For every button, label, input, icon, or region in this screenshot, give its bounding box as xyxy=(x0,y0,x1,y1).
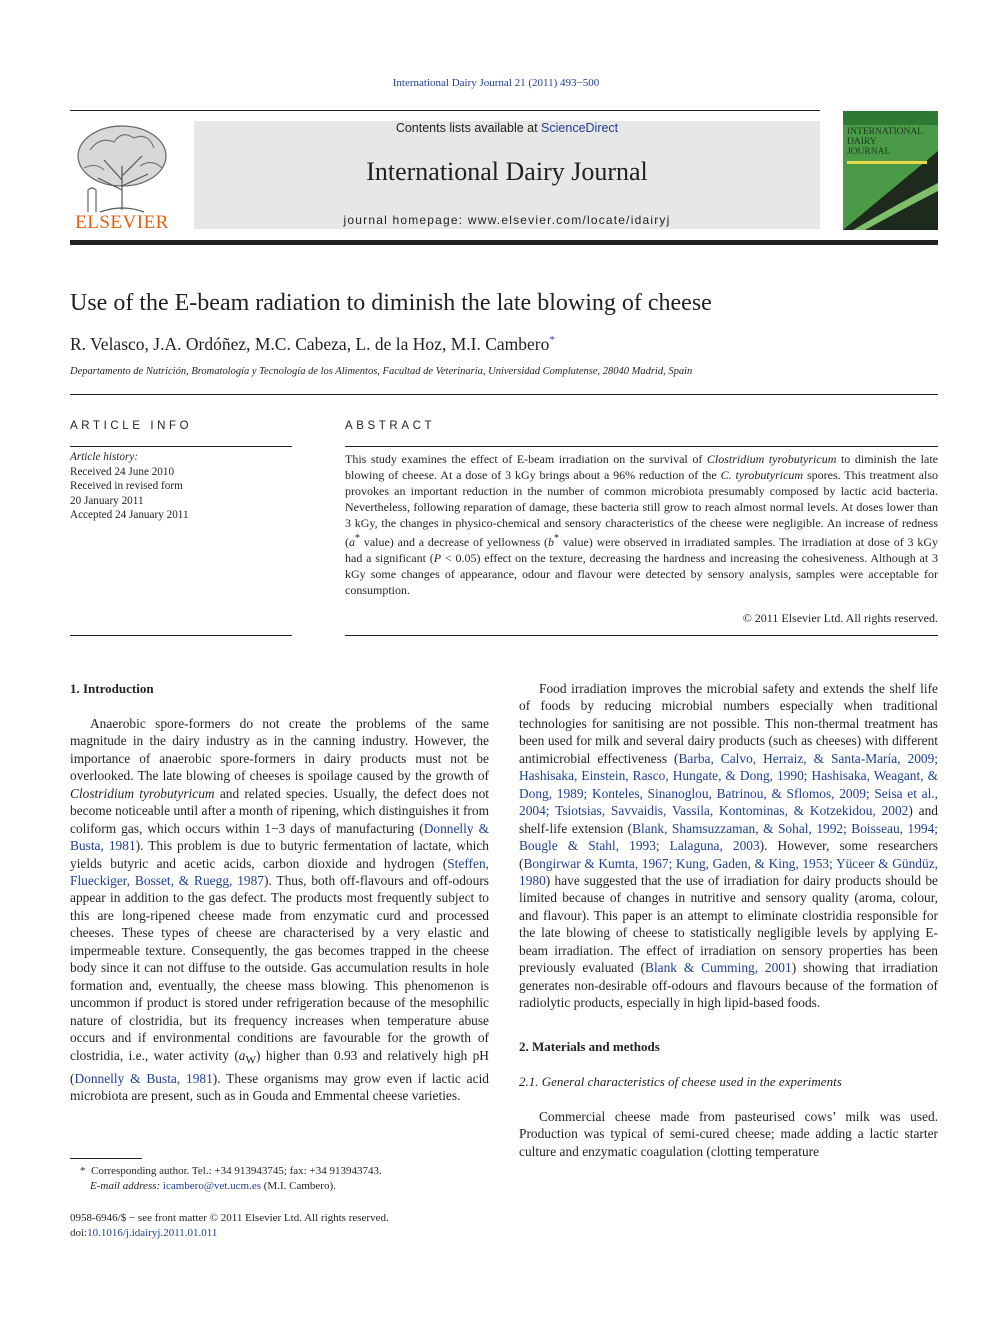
doi-label: doi: xyxy=(70,1227,88,1239)
article-info-bottom-rule xyxy=(70,635,292,636)
section-heading-introduction: 1. Introduction xyxy=(70,681,154,696)
email-link[interactable]: icambero@vet.ucm.es xyxy=(162,1180,262,1192)
citation-link[interactable]: Bongirwar & Kumta, 1967; Kung, Gaden, & King, 1953; Yüceer & Gündüz, 1980 xyxy=(519,855,938,888)
journal-cover-thumbnail xyxy=(843,111,938,230)
abstract-copyright: © 2011 Elsevier Ltd. All rights reserved. xyxy=(742,611,938,625)
email-label: E-mail address: xyxy=(90,1180,161,1192)
abstract-bottom-rule xyxy=(345,635,938,636)
citation-link[interactable]: Blank, Shamsuzzaman, & Sohal, 1992; Boisseau, 1994; Bougle & Stahl, 1993; Lalaguna, 2003 xyxy=(519,820,939,854)
issn-line: 0958-6946/$ − see front matter © 2011 Elsevier Ltd. All rights reserved. xyxy=(70,1212,389,1224)
cover-line-2: DAIRY xyxy=(847,137,877,147)
cover-line-1: INTERNATIONAL xyxy=(847,127,923,137)
doi-link[interactable]: 10.1016/j.idairyj.2011.01.011 xyxy=(87,1227,218,1239)
cover-line-3: JOURNAL xyxy=(847,147,891,157)
article-title: Use of the E-beam radiation to diminish the late blowing of cheese xyxy=(70,290,712,316)
authors-text: R. Velasco, J.A. Ordóñez, M.C. Cabeza, L. de la Hoz, M.I. Cambero xyxy=(70,334,550,354)
elsevier-wordmark: ELSEVIER xyxy=(75,212,169,233)
email-suffix: (M.I. Cambero). xyxy=(261,1180,336,1192)
citation-link[interactable]: Barba, Calvo, Herraiz, & Santa-María, 2009; Hashisaka, Einstein, Rasco, Hungate, & Dong, 1990; Hashisaka, Weagant, & Dong, 1989; Konteles, Sinanoglou, Batrinou, & Sflomos, 2009; Seisa et al., 2004; Tsiotsias, Savvaidis, Vassila, Kontominas, & Kotzekidou, 2002 xyxy=(519,750,939,819)
footnote-rule xyxy=(70,1158,142,1159)
journal-citation[interactable]: International Dairy Journal 21 (2011) 493−500 xyxy=(392,77,600,89)
sciencedirect-link[interactable]: ScienceDirect xyxy=(541,121,619,135)
article-history xyxy=(70,450,292,523)
article-info-rule xyxy=(70,446,292,447)
history-revised-label: Received in revised form xyxy=(70,480,183,493)
citation-link[interactable]: Blank & Cumming, 2001 xyxy=(645,960,792,976)
title-rule xyxy=(70,394,938,395)
body-column-left xyxy=(70,680,489,1105)
history-revised-date: 20 January 2011 xyxy=(70,494,144,507)
header-thick-rule xyxy=(70,240,938,245)
article-info-heading: ARTICLE INFO xyxy=(70,420,193,432)
intro-paragraph-2: Food irradiation improves the microbial safety and extends the shelf life of foods by reducing microbial numbers especially when traditional technologies for sanitising are not possible. This non-thermal treatment has been used for milk and several dairy products (such as cheeses) with different antimicrobial effectiveness (Barba, Calvo, Herraiz, & Santa-María, 2009; Hashisaka, Einstein, Rasco, Hungate, & Dong, 1990; Hashisaka, Weagant, & Dong, 1989; Konteles, Sinanoglou, Batrinou, & Sflomos, 2009; Seisa et al., 2004; Tsiotsias, Savvaidis, Vassila, Kontominas, & Kotzekidou, 2002) and shelf-life extension (Blank, Shamsuzzaman, & Sohal, 1992; Boisseau, 1994; Bougle & Stahl, 1993; Lalaguna, 2003). However, some researchers (Bongirwar & Kumta, 1967; Kung, Gaden, & King, 1953; Yüceer & Gündüz, 1980) have suggested that the use of irradiation for dairy products should be limited because of changes in nutritive and sensory quality (aroma, colour, and flavour). This paper is an attempt to eliminate clostridia responsible for the late blowing of cheese to statistically negligible levels by applying E-beam irradiation. The effect of irradiation on sensory properties has been previously evaluated (Blank & Cumming, 2001) showing that irradiation generates non-desirable off-odours and flavours because of the formation of radiolytic products, especially in high lipid-based foods. xyxy=(519,681,939,1011)
journal-homepage[interactable]: journal homepage: www.elsevier.com/locate/idairyj xyxy=(343,213,671,227)
history-received: Received 24 June 2010 xyxy=(70,465,175,478)
intro-paragraph-1: Anaerobic spore-formers do not create the problems of the same magnitude in the dairy industry as in the canning industry. However, the importance of anaerobic spore-formers in dairy products must not be overlooked. The late blowing of cheeses is spoilage caused by the growth of Clostridium tyrobutyricum and related species. Usually, the defect does not become noticeable until after a month of ripening, which distinguishes it from coliform gas, which occurs within 1−3 days of manufacturing (Donnelly & Busta, 1981). This problem is due to butyric fermentation of lactate, which yields butyric and acetic acids, carbon dioxide and hydrogen (Steffen, Flueckiger, Bosset, & Ruegg, 1987). Thus, both off-flavours and off-odours appear in addition to the gas defect. The products most frequently subject to this are long-ripened cheese made from enzymatic curd and processed cheeses. These types of cheese are characterised by a very elastic and impermeable texture. Consequently, the gas becomes trapped in the cheese body since it can not diffuse to the outside. Gas accumulation results in hole formation and, eventually, the cheese mass blowing. This phenomenon is uncommon if product is stored under refrigeration because of the mesophilic nature of clostridia, but its frequency increases when temperature abuse occurs and if environmental conditions are favourable for the growth of clostridia, i.e., water activity $(a_W)$ higher than 0.93 and relatively high pH (Donnelly & Busta, 1981). These organisms may grow even if lactic acid microbiota are present, such as in Gouda and Emmental cheese varieties. xyxy=(70,715,490,1104)
contents-line xyxy=(194,121,820,135)
citation-link[interactable]: Steffen, Flueckiger, Bosset, & Ruegg, 1987 xyxy=(70,855,489,889)
contents-prefix: Contents lists available at xyxy=(395,121,542,135)
header-rule xyxy=(70,110,820,111)
doi-line xyxy=(70,1226,490,1241)
methods-paragraph-1: Commercial cheese made from pasteurised cows’ milk was used. Production was typical of semi-cured cheese; made adding a lactic starter culture and enzymatic coagulation (clotting temperature xyxy=(519,1109,938,1159)
cover-title xyxy=(847,127,923,157)
email-line xyxy=(70,1179,490,1194)
citation-link[interactable]: Donnelly & Busta, 1981 xyxy=(70,820,489,854)
journal-name: International Dairy Journal xyxy=(366,157,648,186)
corresponding-text: Corresponding author. Tel.: +34 913943745; fax: +34 913943743. xyxy=(91,1165,382,1177)
affiliation: Departamento de Nutrición, Bromatología y Tecnología de los Alimentos, Facultad de Veterinaria, Universidad Complutense, 28040 Madrid, Spain xyxy=(70,366,693,377)
section-heading-methods: 2. Materials and methods xyxy=(519,1039,660,1055)
abstract-text: This study examines the effect of E-beam irradiation on the survival of Clostridium tyrobutyricum to diminish the late blowing of cheese. At a dose of 3 kGy brings about a 96% reduction of the C. tyrobutyricum spores. This treatment also provokes an important reduction in the number of common microbiota presumably composed by lactic acid bacteria. Nevertheless, following reparation of damage, these bacteria still grow to reach almost normal levels. At doses lower than 3 kGy, the changes in physico-chemical and sensory characteristics of the cheese were negligible. An increase of redness (a* value) and a decrease of yellowness (b* value) were observed in irradiated samples. The irradiation at dose of 3 kGy had a significant (P < 0.05) effect on the texture, decreasing the hardness and increasing the cohesiveness. Although at 3 kGy some changes of appearance, odour and flavour were detected by sensory analysis, samples were acceptable for consumption. xyxy=(345,452,939,597)
corresponding-author-mark[interactable]: * xyxy=(549,334,555,347)
corresponding-line: * Corresponding author. Tel.: +34 913943745; fax: +34 913943743. xyxy=(80,1165,382,1177)
corresponding-author-footnote xyxy=(70,1164,490,1194)
history-accepted: Accepted 24 January 2011 xyxy=(70,509,189,522)
history-label: Article history: xyxy=(70,451,139,463)
abstract-rule xyxy=(345,446,938,447)
citation-link[interactable]: Donnelly & Busta, 1981 xyxy=(74,1070,213,1086)
abstract-heading: ABSTRACT xyxy=(345,420,436,432)
subsection-heading-2-1: 2.1. General characteristics of cheese used in the experiments xyxy=(519,1074,842,1090)
body-column-right xyxy=(519,680,938,1160)
front-matter-footer xyxy=(70,1211,490,1241)
author-list xyxy=(70,334,555,355)
